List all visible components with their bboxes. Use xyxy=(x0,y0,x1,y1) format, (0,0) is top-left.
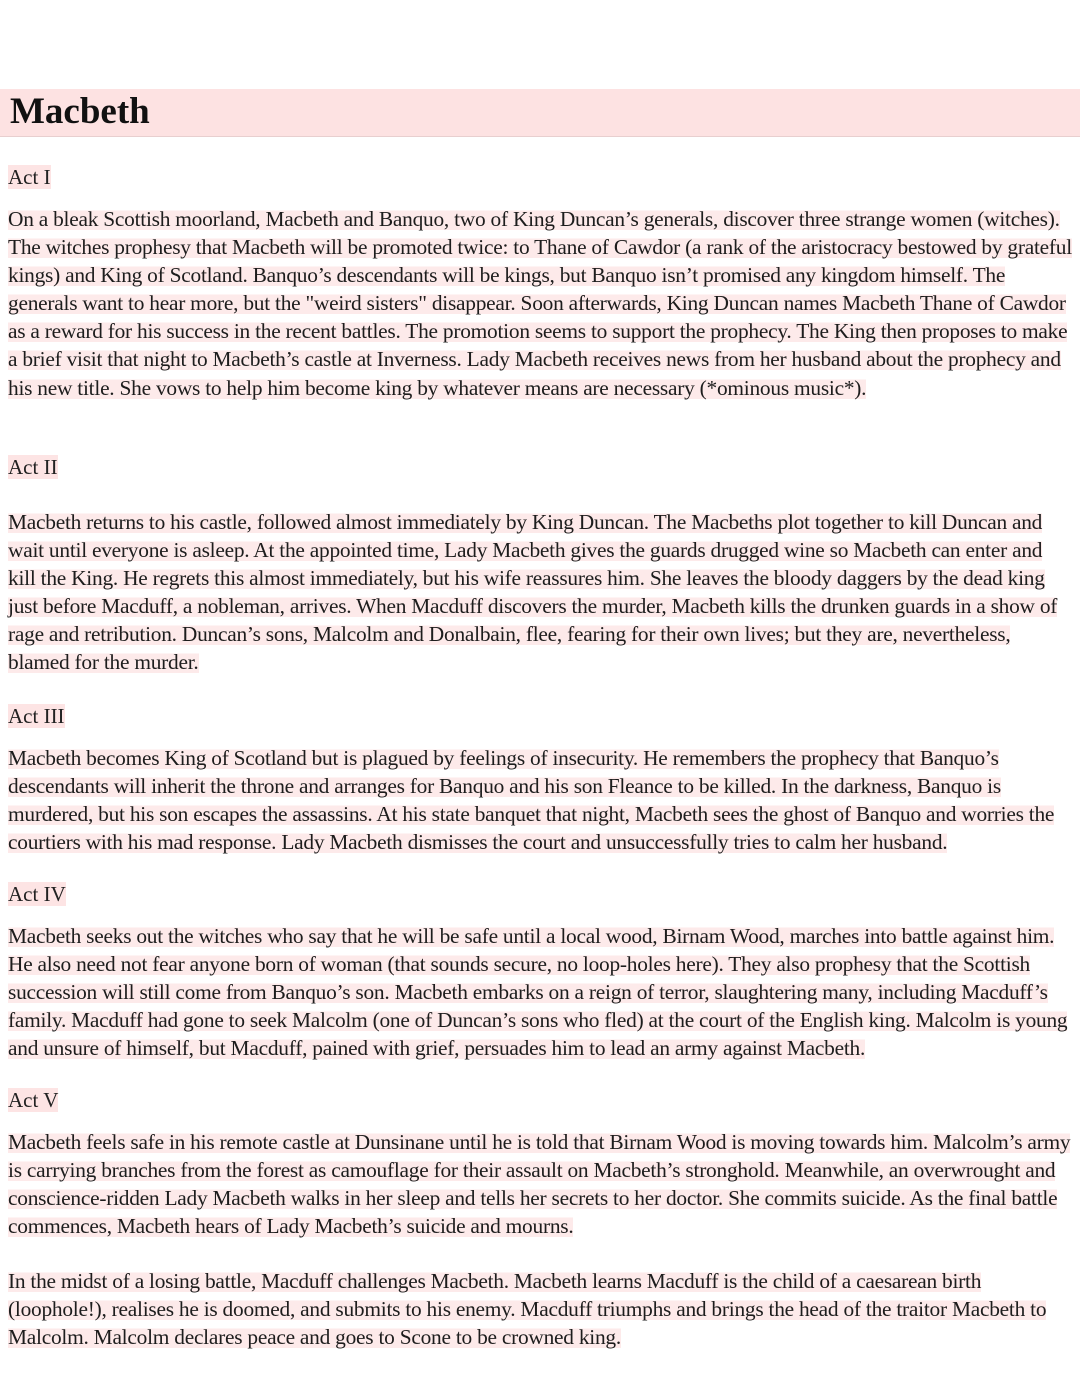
act-5-paragraph-1 xyxy=(8,1128,1072,1240)
act-heading-2 xyxy=(8,455,58,479)
act-5-paragraph-2 xyxy=(8,1267,1072,1351)
paragraph-text: Macbeth becomes King of Scotland but is plagued by feelings of insecurity. He remembers the prophecy that Banquo’s descendants will inherit the throne and arranges for Banquo and his son Fleance to be killed. In the darkness, Banquo is murdered, but his son escapes the assassins. At his state banquet that night, Macbeth sees the ghost of Banquo and worries the courtiers with his mad response. Lady Macbeth dismisses the court and unsuccessfully tries to calm her husband. xyxy=(8,746,1055,855)
act-3-paragraph-1 xyxy=(8,744,1072,856)
title-band xyxy=(0,89,1080,137)
act-heading-4 xyxy=(8,882,66,906)
act-heading-1 xyxy=(8,165,51,189)
paragraph-text: In the midst of a losing battle, Macduff challenges Macbeth. Macbeth learns Macduff is the child of a caesarean birth (loophole!), realises he is doomed, and submits to his enemy. Macduff triumphs and brings the head of the traitor Macbeth to Malcolm. Malcolm declares peace and goes to Scone to be crowned king. xyxy=(8,1269,1047,1350)
act-heading-5 xyxy=(8,1088,58,1112)
act-heading-3 xyxy=(8,704,65,728)
act-heading-label: Act V xyxy=(8,1088,59,1112)
act-2-paragraph-1 xyxy=(8,508,1072,677)
act-heading-label: Act IV xyxy=(8,882,66,906)
act-heading-label: Act I xyxy=(8,165,51,189)
paragraph-text: Macbeth seeks out the witches who say that he will be safe until a local wood, Birnam Wood, marches into battle against him. He also need not fear anyone born of woman (that sounds secure, no loop-holes here). They also prophesy that the Scottish succession will still come from Banquo’s son. Macbeth embarks on a reign of terror, slaughtering many, including Macduff’s family. Macduff had gone to seek Malcolm (one of Duncan’s sons who fled) at the court of the English king. Malcolm is young and unsure of himself, but Macduff, pained with grief, persuades him to lead an army against Macbeth. xyxy=(8,924,1068,1061)
act-4-paragraph-1 xyxy=(8,922,1072,1062)
act-heading-label: Act III xyxy=(8,704,65,728)
act-1-paragraph-1 xyxy=(8,205,1072,402)
act-heading-label: Act II xyxy=(8,455,58,479)
paragraph-text: Macbeth feels safe in his remote castle at Dunsinane until he is told that Birnam Wood is moving towards him. Malcolm’s army is carrying branches from the forest as camouflage for their assault on Macbeth’s stronghold. Meanwhile, an overwrought and conscience-ridden Lady Macbeth walks in her sleep and tells her secrets to her doctor. She commits suicide. As the final battle commences, Macbeth hears of Lady Macbeth’s suicide and mourns. xyxy=(8,1130,1071,1239)
page-title: Macbeth xyxy=(10,91,150,132)
paragraph-text: On a bleak Scottish moorland, Macbeth and Banquo, two of King Duncan’s generals, discover three strange women (witches). The witches prophesy that Macbeth will be promoted twice: to Thane of Cawdor (a rank of the aristocracy bestowed by grateful kings) and King of Scotland. Banquo’s descendants will be kings, but Banquo isn’t promised any kingdom himself. The generals want to hear more, but the "weird sisters" disappear. Soon afterwards, King Duncan names Macbeth Thane of Cawdor as a reward for his success in the recent battles. The promotion seems to support the prophecy. The King then proposes to make a brief visit that night to Macbeth’s castle at Inverness. Lady Macbeth receives news from her husband about the prophecy and his new title. She vows to help him become king by whatever means are necessary (*ominous music*). xyxy=(8,207,1072,400)
paragraph-text: Macbeth returns to his castle, followed almost immediately by King Duncan. The Macbeths plot together to kill Duncan and wait until everyone is asleep. At the appointed time, Lady Macbeth gives the guards drugged wine so Macbeth can enter and kill the King. He regrets this almost immediately, but his wife reassures him. She leaves the bloody daggers by the dead king just before Macduff, a nobleman, arrives. When Macduff discovers the murder, Macbeth kills the drunken guards in a show of rage and retribution. Duncan’s sons, Malcolm and Donalbain, flee, fearing for their own lives; but they are, nevertheless, blamed for the murder. xyxy=(8,510,1058,675)
